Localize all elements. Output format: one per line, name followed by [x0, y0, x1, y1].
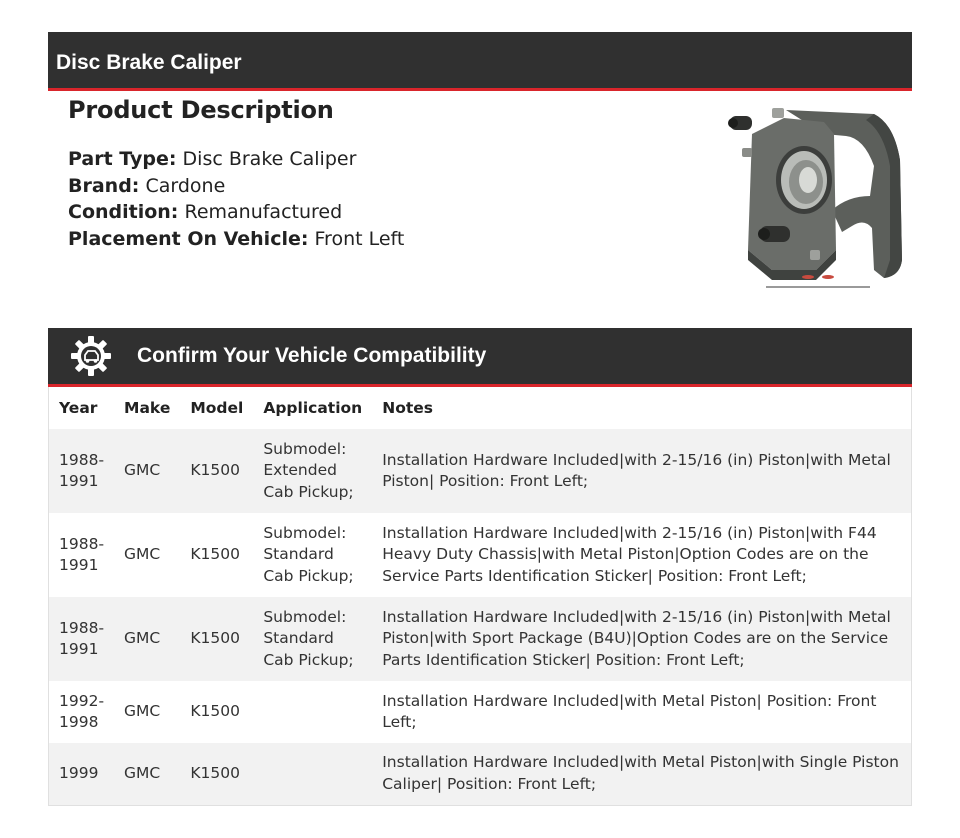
cell-make: GMC [114, 743, 180, 805]
cell-application [253, 743, 372, 805]
cell-year: 1999 [49, 743, 115, 805]
cell-make: GMC [114, 597, 180, 681]
cell-year: 1988-1991 [49, 597, 115, 681]
cell-model: K1500 [180, 429, 253, 513]
cell-year: 1988-1991 [49, 429, 115, 513]
cell-notes: Installation Hardware Included|with 2-15/16 (in) Piston|with Metal Piston| Position: Front Left; [372, 429, 911, 513]
cell-notes: Installation Hardware Included|with Metal Piston| Position: Front Left; [372, 681, 911, 743]
cell-notes: Installation Hardware Included|with 2-15/16 (in) Piston|with Metal Piston|with Sport Package (B4U)|Option Codes are on the Service Parts Identification Sticker| Position: Front Left; [372, 597, 911, 681]
cell-model: K1500 [180, 597, 253, 681]
cell-notes: Installation Hardware Included|with Metal Piston|with Single Piston Caliper| Position: Front Left; [372, 743, 911, 805]
cell-notes: Installation Hardware Included|with 2-15/16 (in) Piston|with F44 Heavy Duty Chassis|with Metal Piston|Option Codes are on the Service Parts Identification Sticker| Position: Front Left; [372, 513, 911, 597]
col-notes: Notes [382, 399, 433, 417]
cell-model: K1500 [180, 513, 253, 597]
spec-label: Part Type: [68, 148, 177, 170]
table-row [49, 681, 912, 743]
spec-value: Remanufactured [184, 201, 343, 223]
col-year: Year [59, 399, 98, 417]
table-row [49, 743, 912, 805]
col-model: Model [190, 399, 244, 417]
cell-model: K1500 [180, 743, 253, 805]
cell-make: GMC [114, 681, 180, 743]
compatibility-title: Confirm Your Vehicle Compatibility [137, 344, 487, 367]
compatibility-table [48, 387, 912, 806]
gear-car-icon [70, 335, 112, 377]
spec-label: Placement On Vehicle: [68, 227, 309, 250]
brake-caliper-photo [724, 100, 909, 295]
cell-make: GMC [114, 513, 180, 597]
table-header-row [49, 387, 912, 429]
spec-value: Disc Brake Caliper [182, 148, 357, 170]
spec-label: Condition: [68, 201, 179, 223]
cell-make: GMC [114, 429, 180, 513]
spec-part-type [68, 146, 688, 173]
product-title: Disc Brake Caliper [56, 51, 242, 74]
cell-model: K1500 [180, 681, 253, 743]
col-make: Make [124, 399, 171, 417]
col-application: Application [263, 399, 363, 417]
product-description [68, 96, 688, 252]
cell-application [253, 681, 372, 743]
spec-brand [68, 173, 688, 200]
spec-value: Cardone [145, 174, 226, 197]
cell-year: 1992-1998 [49, 681, 115, 743]
cell-application: Submodel: Standard Cab Pickup; [253, 597, 372, 681]
cell-application: Submodel: Standard Cab Pickup; [253, 513, 372, 597]
table-row [49, 513, 912, 597]
table-row [49, 429, 912, 513]
description-heading: Product Description [68, 96, 334, 124]
spec-label: Brand: [68, 174, 140, 197]
spec-condition [68, 199, 688, 226]
table-row [49, 597, 912, 681]
spec-placement [68, 226, 688, 253]
spec-value: Front Left [314, 227, 405, 250]
compatibility-title-bar [48, 328, 912, 387]
cell-application: Submodel: Extended Cab Pickup; [253, 429, 372, 513]
product-title-bar [48, 32, 912, 91]
cell-year: 1988-1991 [49, 513, 115, 597]
